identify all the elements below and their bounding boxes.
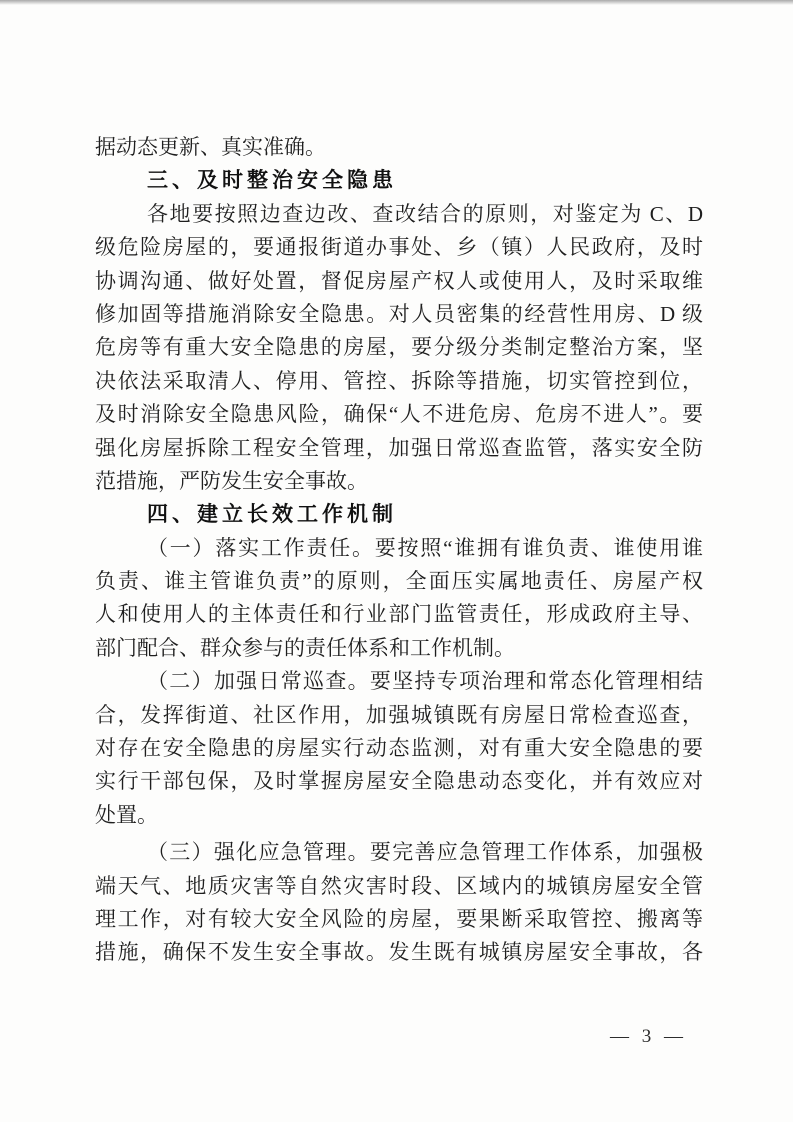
text-line: 范措施，严防发生安全事故。 (95, 468, 368, 493)
text-line: 处置。 (95, 802, 158, 827)
text-line: （二）加强日常巡查。要坚持专项治理和常态化管理相结 (147, 669, 703, 694)
text-line: 决依法采取清人、停用、管控、拆除等措施，切实管控到位， (95, 368, 703, 393)
text-line: 实行干部包保，及时掌握房屋安全隐患动态变化，并有效应对 (95, 769, 703, 794)
page-number: — 3 — (610, 1026, 687, 1047)
text-line: 级危险房屋的，要通报街道办事处、乡（镇）人民政府，及时 (95, 235, 703, 260)
section-heading-3: 三、及时整治安全隐患 (147, 169, 397, 193)
text-line: （三）强化应急管理。要完善应急管理工作体系，加强极 (147, 840, 703, 865)
text-line: 危房等有重大安全隐患的房屋，要分级分类制定整治方案，坚 (95, 335, 703, 360)
text-line: 端天气、地质灾害等自然灾害时段、区域内的城镇房屋安全管 (95, 873, 703, 898)
text-line: 合，发挥街道、社区作用，加强城镇既有房屋日常检查巡查， (95, 702, 703, 727)
text-line: 部门配合、群众参与的责任体系和工作机制。 (95, 635, 515, 660)
text-line: 各地要按照边查边改、查改结合的原则，对鉴定为 C、D (147, 201, 703, 226)
text-line: （一）落实工作责任。要按照“谁拥有谁负责、谁使用谁 (147, 535, 703, 560)
text-line: 人和使用人的主体责任和行业部门监管责任，形成政府主导、 (95, 602, 703, 627)
text-line: 修加固等措施消除安全隐患。对人员密集的经营性用房、D 级 (95, 301, 703, 326)
text-line: 措施，确保不发生安全事故。发生既有城镇房屋安全事故，各 (95, 940, 703, 965)
section-heading-4: 四、建立长效工作机制 (147, 503, 397, 527)
scan-artifact-top-edge (0, 0, 793, 5)
text-line: 及时消除安全隐患风险，确保“人不进危房、危房不进人”。要 (95, 402, 703, 427)
text-line: 理工作，对有较大安全风险的房屋，要果断采取管控、搬离等 (95, 906, 703, 931)
text-line: 负责、谁主管谁负责”的原则，全面压实属地责任、房屋产权 (95, 569, 703, 594)
text-line: 协调沟通、做好处置，督促房屋产权人或使用人，及时采取维 (95, 268, 703, 293)
text-line: 对存在安全隐患的房屋实行动态监测，对有重大安全隐患的要 (95, 736, 703, 761)
text-line: 强化房屋拆除工程安全管理，加强日常巡查监管，落实安全防 (95, 435, 703, 460)
text-line: 据动态更新、真实准确。 (95, 135, 326, 159)
document-body (95, 131, 703, 970)
